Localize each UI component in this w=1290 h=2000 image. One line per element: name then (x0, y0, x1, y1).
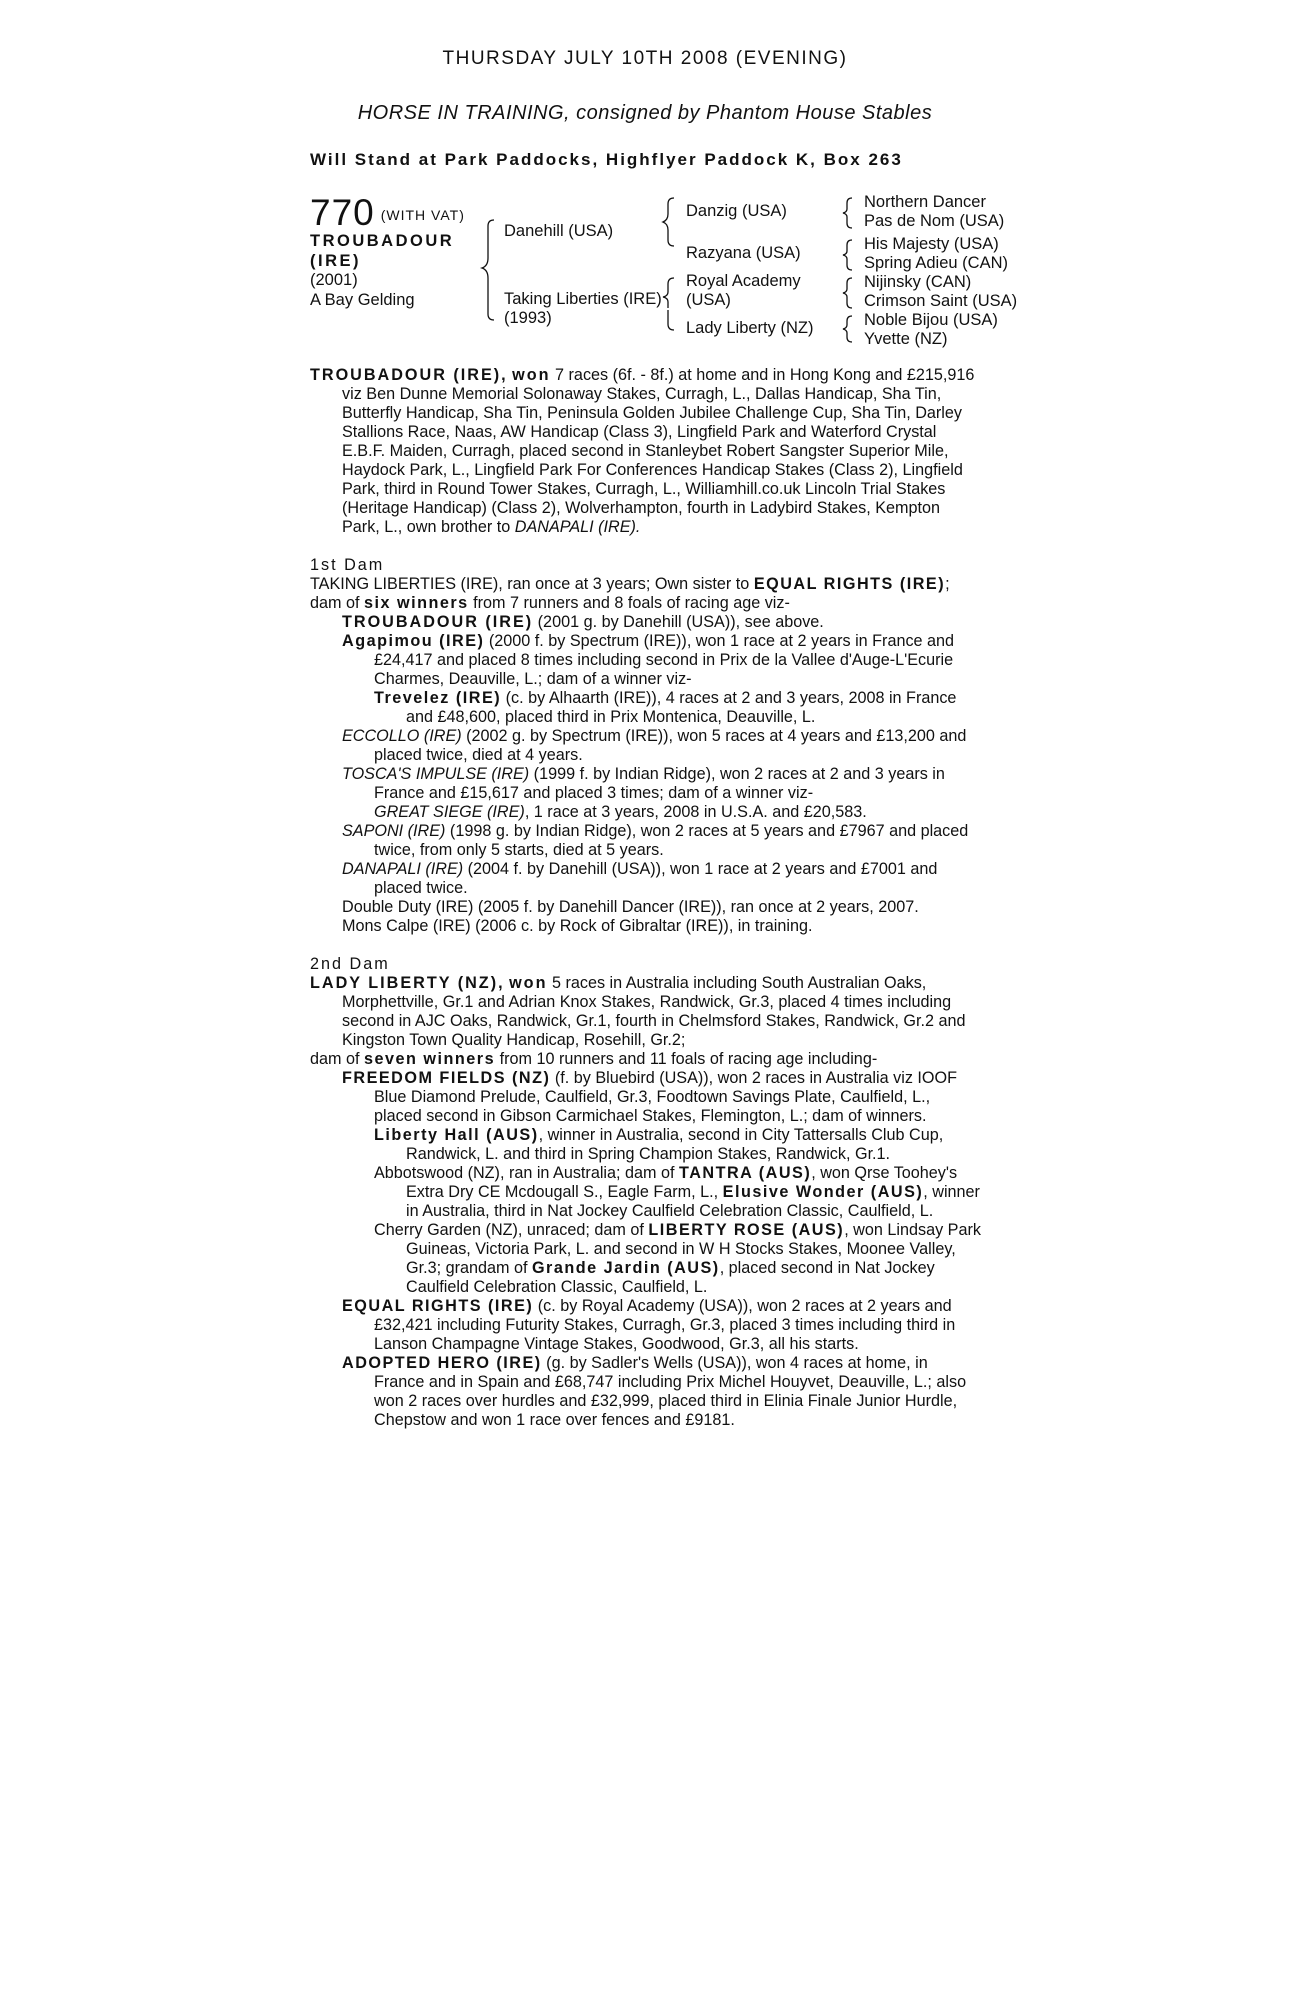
lot-number (310, 192, 465, 234)
race-record-brother: DANAPALI (IRE). (514, 518, 641, 536)
produce-entry (310, 632, 982, 689)
produce-name: GREAT SIEGE (IRE) (374, 803, 525, 821)
first-dam-sister: EQUAL RIGHTS (IRE) (753, 575, 946, 593)
second-dam-heading: 2nd Dam (310, 955, 390, 973)
vat-note: (WITH VAT) (380, 207, 465, 224)
produce-text: (2002 g. by Spectrum (IRE)), won 5 races at 4 years and £13,200 and placed twice, died at 4 years. (374, 727, 967, 764)
produce-name: ADOPTED HERO (IRE) (342, 1354, 542, 1372)
produce-name: TANTRA (AUS) (679, 1164, 812, 1182)
race-record (310, 366, 982, 537)
pedigree-g3-3: His Majesty (USA) (864, 235, 999, 253)
produce-sub-entry (310, 1221, 982, 1297)
produce-sub-entry (310, 689, 982, 727)
pedigree-sire: Danehill (USA) (504, 222, 614, 240)
horse-name-line2: (IRE) (310, 251, 361, 270)
produce-name: Grande Jardin (AUS) (531, 1259, 720, 1277)
horse-name-line1: TROUBADOUR (310, 232, 455, 250)
produce-entry (310, 727, 982, 765)
pedigree-sire-sire: Danzig (USA) (686, 202, 787, 220)
produce-text: , 1 race at 3 years, 2008 in U.S.A. and £20,583. (524, 803, 867, 821)
pedigree-g3-6: Crimson Saint (USA) (864, 292, 1018, 310)
produce-text: (2001 g. by Danehill (USA)), see above. (533, 613, 824, 631)
second-dam-winners: seven winners (364, 1050, 496, 1068)
foaling-year: (2001) (310, 271, 358, 289)
produce-entry (310, 1069, 982, 1126)
produce-name: TOSCA'S IMPULSE (IRE) (342, 765, 530, 783)
second-dam-record (310, 974, 982, 1050)
produce-text: (2000 f. by Spectrum (IRE)), won 1 race at 2 years in France and £24,417 and placed 8 times including second in Prix de la Vallee d'Auge-L'Ecurie Charmes, Deauville, L.; dam of a winner viz- (374, 632, 955, 688)
produce-name: LIBERTY ROSE (AUS) (648, 1221, 845, 1239)
pedigree-dam-line2: (1993) (504, 309, 552, 327)
lot-number-value: 770 (310, 192, 375, 233)
produce-name: SAPONI (IRE) (342, 822, 446, 840)
produce-entry (310, 613, 982, 632)
produce-text: , winner in Australia, second in City Tattersalls Club Cup, Randwick, L. and third in Spring Champion Stakes, Randwick, Gr.1. (406, 1126, 944, 1163)
first-dam-intro-text: TAKING LIBERTIES (IRE), ran once at 3 years; Own sister to (310, 575, 754, 593)
produce-entry (310, 1297, 982, 1354)
first-dam-winners: six winners (364, 594, 469, 612)
produce-name: TROUBADOUR (IRE) (342, 613, 534, 631)
produce-entry: Double Duty (IRE) (2005 f. by Danehill Dancer (IRE)), ran once at 2 years, 2007. (342, 898, 919, 916)
sale-date: THURSDAY JULY 10TH 2008 (EVENING) (442, 48, 848, 69)
first-dam-dam-of: dam of (310, 594, 364, 612)
produce-sub-entry (310, 1126, 982, 1164)
second-dam-foals: from 10 runners and 11 foals of racing age including- (495, 1050, 878, 1068)
produce-text: Cherry Garden (NZ), unraced; dam of (374, 1221, 649, 1239)
pedigree-dam-sire-line2: (USA) (686, 291, 731, 309)
produce-entry (310, 765, 982, 803)
horse-details (310, 232, 454, 310)
catalogue-body (310, 366, 982, 1430)
first-dam-produce-summary (310, 594, 982, 613)
produce-text: Abbotswood (NZ), ran in Australia; dam of (374, 1164, 680, 1182)
produce-name: ECCOLLO (IRE) (342, 727, 462, 745)
first-dam-intro (310, 575, 982, 594)
second-dam-name: LADY LIBERTY (NZ), (310, 974, 505, 992)
pedigree-g3-1: Northern Dancer (864, 193, 986, 211)
produce-name: Liberty Hall (AUS) (374, 1126, 539, 1144)
produce-text: (g. by Sadler's Wells (USA)), won 4 races at home, in France and in Spain and £68,747 including Prix Michel Houyvet, Deauville, L.; also won 2 races over hurdles and £32,999, placed third in Elinia Finale Junior Hurdle, Chepstow and won 1 race over fences and £9181. (374, 1354, 967, 1429)
produce-text: (1999 f. by Indian Ridge), won 2 races at 2 and 3 years in France and £15,617 and placed 3 times; dam of a winner viz- (374, 765, 945, 802)
pedigree-g3-5: Nijinsky (CAN) (864, 273, 972, 291)
produce-text: (c. by Royal Academy (USA)), won 2 races at 2 years and £32,421 including Futurity Stakes, Curragh, Gr.3, placed 3 times including third in Lanson Champagne Vintage Stakes, Goodwood, Gr.3, all his starts. (374, 1297, 956, 1353)
produce-sub-entry (310, 803, 982, 822)
produce-name: EQUAL RIGHTS (IRE) (342, 1297, 534, 1315)
produce-text: , placed second in Nat Jockey Caulfield Celebration Classic, Caulfield, L. (406, 1259, 935, 1296)
produce-name: Trevelez (IRE) (374, 689, 502, 707)
pedigree-g3-8: Yvette (NZ) (864, 330, 948, 348)
produce-name: Agapimou (IRE) (342, 632, 485, 650)
first-dam-heading: 1st Dam (310, 556, 385, 574)
produce-entry (310, 1354, 982, 1430)
first-dam-intro-end: ; (945, 575, 950, 593)
horse-description: A Bay Gelding (310, 290, 415, 309)
race-record-text: 7 races (6f. - 8f.) at home and in Hong Kong and £215,916 viz Ben Dunne Memorial Solonaway Stakes, Curragh, L., Dallas Handicap, Sha Tin, Butterfly Handicap, Sha Tin, Peninsula Golden Jubilee Challenge Cup, Sha Tin, Darley Stallions Race, Naas, AW Handicap (Class 3), Lingfield Park and Waterford Crystal E.B.F. Maiden, Curragh, placed second in Stanleybet Robert Sangster Superior Mile, Haydock Park, L., Lingfield Park For Conferences Handicap Stakes (Class 2), Lingfield Park, third in Round Tower Stakes, Curragh, L., Williamhill.co.uk Lincoln Trial Stakes (Heritage Handicap) (Class 2), Wolverhampton, fourth in Ladybird Stakes, Kempton Park, L., own brother to (342, 366, 975, 536)
produce-sub-entry (310, 1164, 982, 1221)
pedigree-dam-dam: Lady Liberty (NZ) (686, 319, 814, 337)
produce-text: (1998 g. by Indian Ridge), won 2 races at 5 years and £7967 and placed twice, from only 5 starts, died at 5 years. (374, 822, 969, 859)
second-dam-won: won (509, 974, 548, 992)
pedigree-g3-7: Noble Bijou (USA) (864, 311, 998, 329)
produce-entry: Mons Calpe (IRE) (2006 c. by Rock of Gibraltar (IRE)), in training. (342, 917, 813, 935)
pedigree-g3-4: Spring Adieu (CAN) (864, 254, 1008, 272)
produce-text: , won Qrse Toohey's Extra Dry CE Mcdougall S., Eagle Farm, L., (406, 1164, 958, 1201)
produce-name: FREEDOM FIELDS (NZ) (342, 1069, 551, 1087)
second-dam-text: 5 races in Australia including South Australian Oaks, Morphettville, Gr.1 and Adrian Knox Stakes, Randwick, Gr.3, placed 4 times including second in AJC Oaks, Randwick, Gr.1, fourth in Chelmsford Stakes, Randwick, Gr.2 and Kingston Town Quality Handicap, Rosehill, Gr.2; (342, 974, 966, 1049)
produce-text: (c. by Alhaarth (IRE)), 4 races at 2 and 3 years, 2008 in France and £48,600, placed third in Prix Montenica, Deauville, L. (406, 689, 957, 726)
stand-location: Will Stand at Park Paddocks, Highflyer Paddock K, Box 263 (310, 150, 903, 169)
produce-text: (f. by Bluebird (USA)), won 2 races in Australia viz IOOF Blue Diamond Prelude, Caulfield, Gr.3, Foodtown Savings Plate, Caulfield, L., placed second in Gibson Carmichael Stakes, Flemington, L.; dam of winners. (374, 1069, 957, 1125)
race-record-name: TROUBADOUR (IRE), (310, 366, 508, 384)
produce-entry (310, 860, 982, 898)
produce-entry (310, 822, 982, 860)
pedigree-dam-line1: Taking Liberties (IRE) (504, 290, 662, 308)
first-dam-foals: from 7 runners and 8 foals of racing age viz- (468, 594, 790, 612)
second-dam-dam-of: dam of (310, 1050, 364, 1068)
consignment-line: HORSE IN TRAINING, consigned by Phantom House Stables (357, 102, 933, 124)
produce-name: Elusive Wonder (AUS) (722, 1183, 924, 1201)
pedigree-g3-2: Pas de Nom (USA) (864, 212, 1005, 230)
pedigree-sire-dam: Razyana (USA) (686, 244, 801, 262)
produce-text: , winner in Australia, third in Nat Jockey Caulfield Celebration Classic, Caulfield, L. (406, 1183, 980, 1220)
produce-text: (2004 f. by Danehill (USA)), won 1 race at 2 years and £7001 and placed twice. (374, 860, 938, 897)
second-dam-produce-summary (310, 1050, 982, 1069)
race-record-won: won (512, 366, 551, 384)
produce-text: , won Lindsay Park Guineas, Victoria Park, L. and second in W H Stocks Stakes, Moonee Valley, Gr.3; grandam of (406, 1221, 981, 1277)
produce-name: DANAPALI (IRE) (342, 860, 464, 878)
pedigree-dam-sire-line1: Royal Academy (686, 272, 801, 290)
